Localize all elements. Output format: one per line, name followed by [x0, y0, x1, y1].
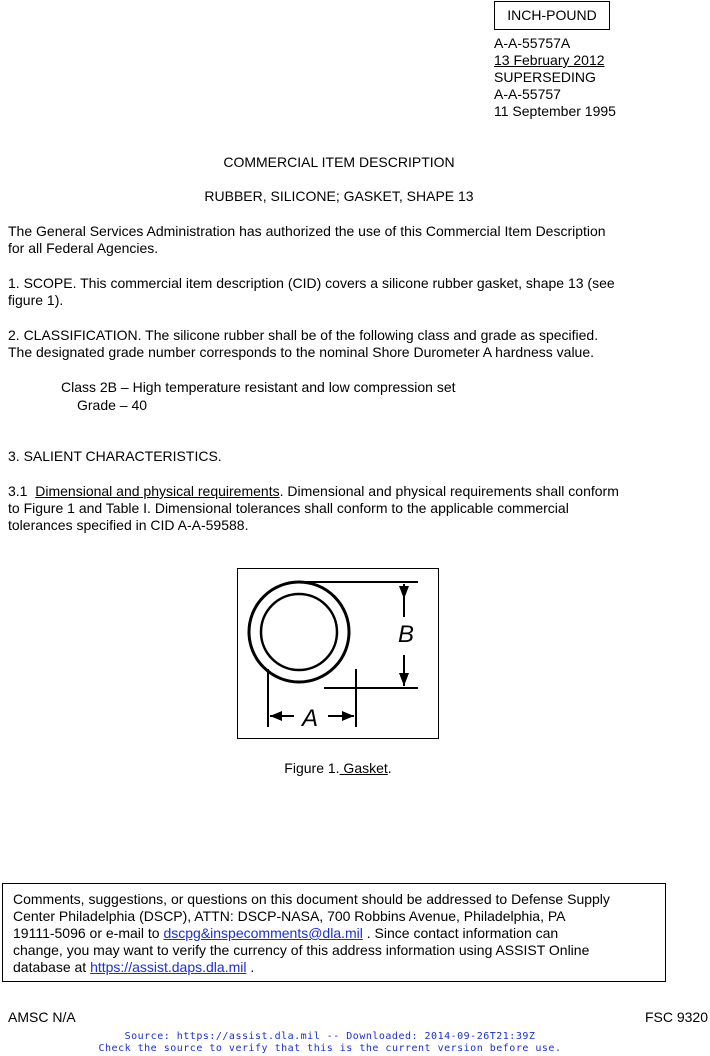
document-subtitle: RUBBER, SILICONE; GASKET, SHAPE 13 [204, 188, 474, 204]
document-date: 13 February 2012 [494, 52, 605, 68]
superseding-label: SUPERSEDING [494, 69, 596, 85]
gasket-inner-ring [261, 594, 337, 670]
authorization-line: The General Services Administration has authorized the use of this Commercial Item Description [8, 223, 606, 239]
dimensional-paragraph [8, 483, 688, 534]
classification-paragraph [8, 327, 688, 361]
authorization-line: for all Federal Agencies. [8, 240, 159, 256]
figure-caption-number: Figure 1. [284, 760, 340, 776]
dimensional-line: to Figure 1 and Table I. Dimensional tolerances shall conform to the applicable commercial [8, 500, 569, 516]
comments-text: . Since contact information can [362, 925, 559, 941]
salient-heading: 3. SALIENT CHARACTERISTICS. [8, 448, 222, 464]
figure-caption [0, 760, 676, 777]
document-number: A-A-55757A [494, 35, 571, 51]
dimension-b-bottom-arrow [399, 673, 409, 686]
dimension-a-label: A [302, 705, 319, 732]
comments-line: Comments, suggestions, or questions on this document should be addressed to Defense Supply [13, 891, 610, 907]
source-line: Source: https://assist.dla.mil -- Downloaded: 2014-09-26T21:39Z [124, 1031, 536, 1042]
scope-line: 1. SCOPE. This commercial item description (CID) covers a silicone rubber gasket, shape 13 (see [8, 275, 615, 291]
classification-line: 2. CLASSIFICATION. The silicone rubber shall be of the following class and grade as specified. [8, 327, 599, 343]
class-designation: Class 2B – High temperature resistant and low compression set [61, 379, 456, 395]
gasket-outer-ring [249, 582, 349, 682]
classification-line: The designated grade number corresponds to the nominal Shore Durometer A hardness value. [8, 344, 595, 360]
comments-text: 19111-5096 or e-mail to [13, 925, 164, 941]
dimension-b-label: B [398, 621, 415, 648]
paragraph-heading: Dimensional and physical requirements [35, 483, 280, 499]
comments-line: Center Philadelphia (DSCP), ATTN: DSCP-NASA, 700 Robbins Avenue, Philadelphia, PA [13, 908, 566, 924]
fsc-label: FSC 9320 [644, 1009, 708, 1025]
amsc-label: AMSC N/A [8, 1009, 76, 1025]
scope-paragraph [8, 275, 688, 309]
assist-url-link[interactable]: https://assist.daps.dla.mil [90, 959, 247, 975]
gasket-drawing [238, 569, 438, 738]
scope-line: figure 1). [8, 292, 64, 308]
grade-designation: Grade – 40 [77, 397, 148, 413]
dimension-a-left-arrow [270, 711, 282, 721]
document-title: COMMERCIAL ITEM DESCRIPTION [223, 154, 455, 170]
comments-text: database at [13, 959, 91, 975]
comments-line [13, 925, 655, 942]
inch-pound-label: INCH-POUND [507, 7, 597, 23]
figure-caption-period: . [387, 760, 392, 776]
comments-text: . [246, 959, 255, 975]
comments-box [2, 883, 666, 982]
dimensional-line [8, 483, 688, 500]
figure-caption-title: Gasket [339, 760, 388, 776]
superseded-date: 11 September 1995 [494, 103, 616, 119]
paragraph-text: . Dimensional and physical requirements shall conform [279, 483, 619, 499]
email-link[interactable]: dscpg&inspecomments@dla.mil [163, 925, 363, 941]
verify-line: Check the source to verify that this is the current version before use. [98, 1043, 562, 1054]
dimensional-line: tolerances specified in CID A-A-59588. [8, 517, 249, 533]
inch-pound-box [494, 1, 610, 30]
superseded-number: A-A-55757 [494, 86, 561, 102]
dimension-a-right-arrow [342, 711, 354, 721]
comments-line: change, you may want to verify the currency of this address information using ASSIST Online [13, 942, 590, 958]
document-identifier-block [494, 35, 616, 120]
figure-1-box [237, 568, 439, 739]
comments-line [13, 959, 655, 976]
authorization-paragraph [8, 223, 688, 257]
paragraph-number: 3.1 [8, 483, 36, 499]
dimension-b-top-arrow [399, 586, 409, 599]
